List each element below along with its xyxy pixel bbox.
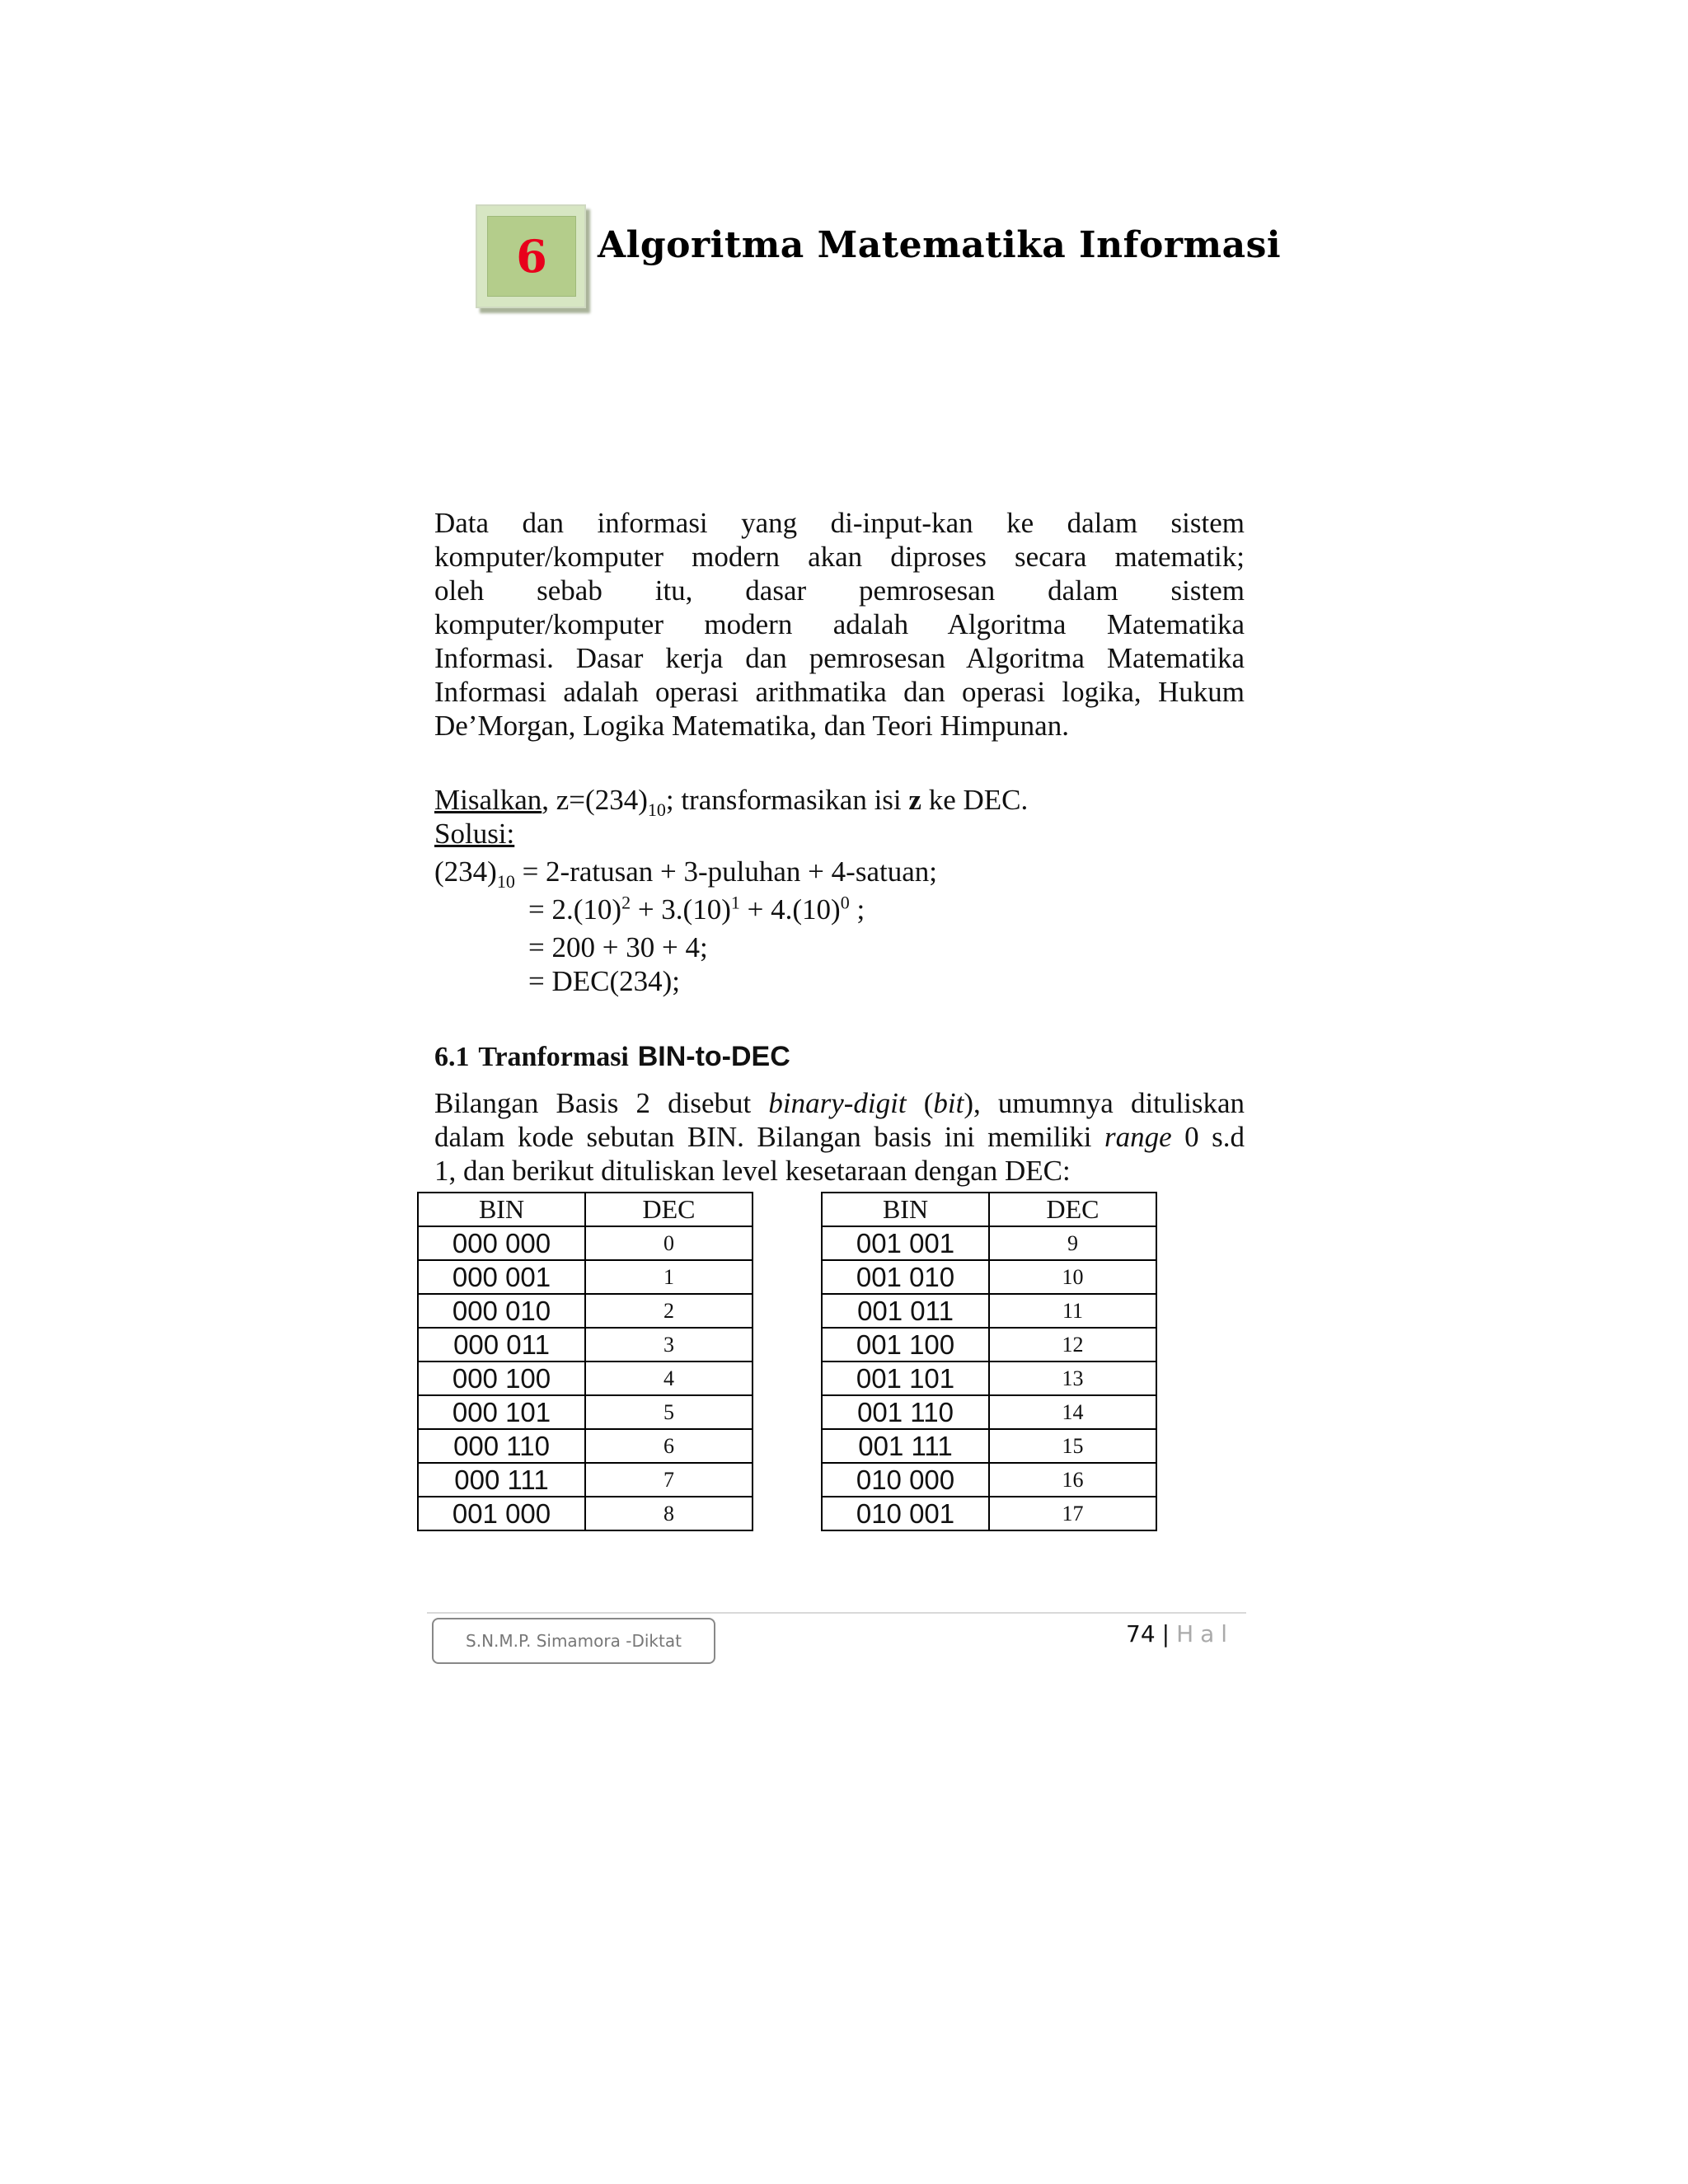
paragraph-italic: range bbox=[1104, 1121, 1172, 1153]
table-row bbox=[418, 1395, 753, 1429]
solution-text: + 4.(10) bbox=[739, 893, 841, 926]
table-body bbox=[822, 1226, 1156, 1530]
section-title-code: BIN-to-DEC bbox=[637, 1041, 790, 1072]
table-row bbox=[418, 1497, 753, 1530]
solution-text: + 3.(10) bbox=[631, 893, 731, 926]
bin-dec-table-right bbox=[821, 1192, 1157, 1531]
bin-cell: 001 110 bbox=[822, 1395, 989, 1429]
dec-cell: 14 bbox=[989, 1395, 1156, 1429]
statement-variable: z bbox=[908, 784, 921, 816]
dec-cell: 0 bbox=[585, 1226, 753, 1260]
dec-cell: 1 bbox=[585, 1260, 753, 1294]
statement-subscript: 10 bbox=[647, 799, 666, 820]
paragraph-italic: bit bbox=[933, 1087, 964, 1119]
dec-cell: 11 bbox=[989, 1294, 1156, 1328]
bin-cell: 001 010 bbox=[822, 1260, 989, 1294]
paragraph-text: 0 s.d bbox=[1171, 1121, 1245, 1153]
statement-part: ; transformasikan isi bbox=[665, 784, 909, 816]
table-row bbox=[822, 1429, 1156, 1463]
dec-cell: 2 bbox=[585, 1294, 753, 1328]
intro-line: komputer/komputer modern akan diproses secara matematik; bbox=[434, 541, 1245, 573]
solution-text: ; bbox=[849, 893, 865, 926]
dec-cell: 6 bbox=[585, 1429, 753, 1463]
header-bin: BIN bbox=[822, 1193, 989, 1226]
table-row bbox=[822, 1463, 1156, 1497]
solusi-label: Solusi: bbox=[434, 818, 515, 850]
bin-cell: 001 000 bbox=[418, 1497, 585, 1530]
intro-line: komputer/komputer modern adalah Algoritma Matematika bbox=[434, 608, 1245, 640]
intro-line: De’Morgan, Logika Matematika, dan Teori Himpunan. bbox=[434, 710, 1069, 742]
paragraph-text: ( bbox=[906, 1087, 934, 1119]
solution-superscript: 2 bbox=[621, 892, 631, 913]
solution-text: (234) bbox=[434, 855, 497, 888]
bin-cell: 000 110 bbox=[418, 1429, 585, 1463]
bin-cell: 000 000 bbox=[418, 1226, 585, 1260]
page-number bbox=[1126, 1620, 1234, 1647]
bin-cell: 010 001 bbox=[822, 1497, 989, 1530]
dec-cell: 10 bbox=[989, 1260, 1156, 1294]
paragraph-italic: binary-digit bbox=[768, 1087, 907, 1119]
chapter-number-box bbox=[476, 204, 586, 308]
table-row bbox=[822, 1328, 1156, 1361]
dec-cell: 13 bbox=[989, 1361, 1156, 1395]
page-separator: | bbox=[1161, 1620, 1170, 1647]
bin-cell: 000 100 bbox=[418, 1361, 585, 1395]
header-dec: DEC bbox=[585, 1193, 753, 1226]
intro-line: Informasi adalah operasi arithmatika dan operasi logika, Hukum bbox=[434, 676, 1245, 708]
misalkan-label: Misalkan bbox=[434, 784, 542, 816]
table-row bbox=[822, 1260, 1156, 1294]
table-row bbox=[418, 1226, 753, 1260]
statement-part: , z=(234) bbox=[542, 784, 648, 816]
bin-cell: 000 011 bbox=[418, 1328, 585, 1361]
chapter-title: Algoritma Matematika Informasi bbox=[598, 224, 1282, 266]
dec-cell: 9 bbox=[989, 1226, 1156, 1260]
statement-part: ke DEC. bbox=[921, 784, 1029, 816]
paragraph-text: Bilangan Basis 2 disebut bbox=[434, 1087, 769, 1119]
intro-line: oleh sebab itu, dasar pemrosesan dalam sistem bbox=[434, 574, 1245, 607]
bin-cell: 000 001 bbox=[418, 1260, 585, 1294]
section-number: 6.1 bbox=[434, 1042, 470, 1072]
header-dec: DEC bbox=[989, 1193, 1156, 1226]
dec-cell: 8 bbox=[585, 1497, 753, 1530]
table-row bbox=[822, 1497, 1156, 1530]
solution-line-1 bbox=[434, 855, 937, 892]
bin-cell: 001 011 bbox=[822, 1294, 989, 1328]
table-header-row bbox=[822, 1193, 1156, 1226]
intro-line: Informasi. Dasar kerja dan pemrosesan Algoritma Matematika bbox=[434, 642, 1245, 674]
table-row bbox=[822, 1395, 1156, 1429]
section-paragraph-line bbox=[434, 1086, 1245, 1120]
table-row bbox=[418, 1429, 753, 1463]
solution-text: = 2-ratusan + 3-puluhan + 4-satuan; bbox=[514, 855, 937, 888]
solution-text: = 2.(10) bbox=[528, 893, 622, 926]
footer-divider bbox=[427, 1612, 1246, 1614]
solution-superscript: 0 bbox=[840, 892, 850, 913]
section-paragraph bbox=[434, 1086, 1245, 1188]
intro-paragraph bbox=[434, 506, 1245, 743]
dec-cell: 12 bbox=[989, 1328, 1156, 1361]
author-label: S.N.M.P. Simamora -Diktat bbox=[432, 1618, 715, 1664]
dec-cell: 17 bbox=[989, 1497, 1156, 1530]
header-bin: BIN bbox=[418, 1193, 585, 1226]
table-row bbox=[418, 1260, 753, 1294]
solution-line-4: = DEC(234); bbox=[528, 965, 681, 997]
section-title: Tranformasi bbox=[478, 1042, 629, 1072]
solution-line-2 bbox=[528, 893, 865, 926]
chapter-number-box-inner bbox=[487, 216, 576, 297]
bin-cell: 001 101 bbox=[822, 1361, 989, 1395]
solution-subscript: 10 bbox=[496, 871, 515, 892]
dec-cell: 7 bbox=[585, 1463, 753, 1497]
page-hal-label: Hal bbox=[1176, 1620, 1235, 1647]
section-paragraph-line: 1, dan berikut dituliskan level kesetaraan dengan DEC: bbox=[434, 1155, 1071, 1187]
bin-cell: 000 111 bbox=[418, 1463, 585, 1497]
page-number-value: 74 bbox=[1126, 1620, 1156, 1647]
table-body bbox=[418, 1226, 753, 1530]
solution-superscript: 1 bbox=[730, 892, 740, 913]
bin-cell: 001 001 bbox=[822, 1226, 989, 1260]
table-row bbox=[822, 1226, 1156, 1260]
bin-dec-table-left bbox=[417, 1192, 753, 1531]
paragraph-text: dalam kode sebutan BIN. Bilangan basis ini memiliki bbox=[434, 1121, 1105, 1153]
table-row bbox=[822, 1361, 1156, 1395]
section-heading bbox=[434, 1040, 790, 1073]
dec-cell: 16 bbox=[989, 1463, 1156, 1497]
example-statement bbox=[434, 783, 1029, 820]
dec-cell: 3 bbox=[585, 1328, 753, 1361]
table-header-row bbox=[418, 1193, 753, 1226]
bin-cell: 001 111 bbox=[822, 1429, 989, 1463]
bin-cell: 000 101 bbox=[418, 1395, 585, 1429]
bin-cell: 000 010 bbox=[418, 1294, 585, 1328]
table-row bbox=[822, 1294, 1156, 1328]
section-paragraph-line bbox=[434, 1120, 1245, 1154]
paragraph-text: ), umumnya dituliskan bbox=[964, 1087, 1245, 1119]
table-row bbox=[418, 1328, 753, 1361]
chapter-number: 6 bbox=[516, 230, 547, 283]
table-row bbox=[418, 1294, 753, 1328]
dec-cell: 15 bbox=[989, 1429, 1156, 1463]
intro-line: Data dan informasi yang di-input-kan ke dalam sistem bbox=[434, 507, 1245, 539]
solusi-label-row bbox=[434, 817, 514, 851]
table-row bbox=[418, 1463, 753, 1497]
table-row bbox=[418, 1361, 753, 1395]
dec-cell: 5 bbox=[585, 1395, 753, 1429]
bin-cell: 010 000 bbox=[822, 1463, 989, 1497]
bin-cell: 001 100 bbox=[822, 1328, 989, 1361]
dec-cell: 4 bbox=[585, 1361, 753, 1395]
solution-line-3: = 200 + 30 + 4; bbox=[528, 931, 708, 963]
